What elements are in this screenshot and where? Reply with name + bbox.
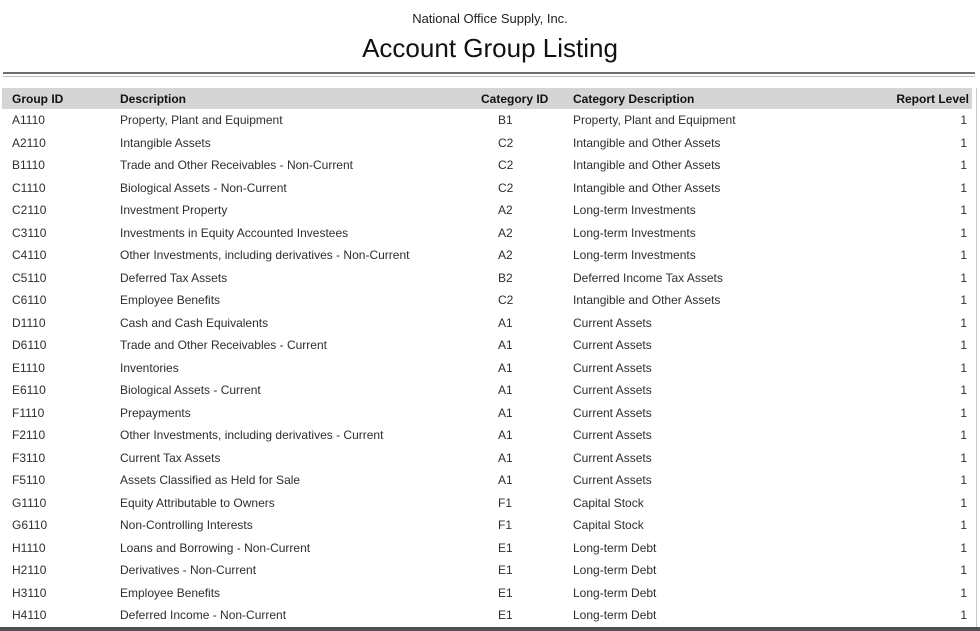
cell-group-id: G6110 [12, 518, 48, 533]
window-bottom-edge [0, 627, 980, 631]
cell-description: Employee Benefits [120, 293, 221, 308]
cell-group-id: E6110 [12, 383, 46, 398]
cell-group-id: C4110 [12, 248, 47, 263]
cell-category-id: C2 [498, 158, 514, 173]
cell-category-id: F1 [498, 518, 513, 533]
cell-description: Other Investments, including derivatives - Non-Current [120, 248, 410, 263]
cell-category-id: A1 [498, 473, 513, 488]
cell-category-id: A1 [498, 315, 513, 330]
cell-category-description: Intangible and Other Assets [573, 180, 721, 195]
cell-group-id: H4110 [12, 608, 47, 623]
cell-category-id: F1 [498, 495, 513, 510]
cell-category-id: E1 [498, 608, 513, 623]
cell-description: Deferred Tax Assets [120, 270, 228, 285]
cell-category-description: Current Assets [573, 405, 652, 420]
cell-description: Trade and Other Receivables - Current [120, 338, 327, 353]
cell-category-id: A1 [498, 360, 513, 375]
cell-category-description: Current Assets [573, 315, 652, 330]
cell-description: Loans and Borrowing - Non-Current [120, 540, 311, 555]
cell-report-level: 1 [960, 473, 967, 488]
cell-category-description: Current Assets [573, 360, 652, 375]
column-header-description: Description [120, 88, 481, 109]
table-row [2, 222, 972, 245]
cell-category-id: A2 [498, 225, 513, 240]
cell-group-id: F1110 [12, 405, 45, 420]
cell-group-id: C3110 [12, 225, 47, 240]
cell-category-id: A1 [498, 405, 513, 420]
cell-group-id: E1110 [12, 360, 45, 375]
cell-report-level: 1 [960, 225, 967, 240]
separator-line-light [3, 76, 975, 77]
cell-category-description: Long-term Investments [573, 225, 696, 240]
cell-report-level: 1 [960, 428, 967, 443]
cell-group-id: B1110 [12, 158, 45, 173]
cell-report-level: 1 [960, 585, 967, 600]
cell-category-description: Long-term Investments [573, 203, 696, 218]
cell-category-id: C2 [498, 180, 514, 195]
cell-category-description: Current Assets [573, 450, 652, 465]
cell-category-id: A2 [498, 203, 513, 218]
page-right-edge-line [976, 88, 977, 628]
cell-category-description: Intangible and Other Assets [573, 135, 721, 150]
cell-report-level: 1 [960, 293, 967, 308]
cell-category-id: B2 [498, 270, 513, 285]
table-row [2, 334, 972, 357]
table-row [2, 604, 972, 627]
cell-category-description: Current Assets [573, 383, 652, 398]
cell-report-level: 1 [960, 315, 967, 330]
cell-report-level: 1 [960, 405, 967, 420]
cell-category-id: A1 [498, 428, 513, 443]
cell-report-level: 1 [960, 338, 967, 353]
cell-group-id: D6110 [12, 338, 47, 353]
column-header-report-level: Report Level [870, 88, 972, 109]
table-row [2, 469, 972, 492]
cell-group-id: A2110 [12, 135, 46, 150]
table-row [2, 402, 972, 425]
column-header-category-id: Category ID [481, 88, 573, 109]
table-row [2, 199, 972, 222]
cell-group-id: C5110 [12, 270, 47, 285]
cell-description: Other Investments, including derivatives - Current [120, 428, 384, 443]
cell-category-description: Intangible and Other Assets [573, 158, 721, 173]
cell-group-id: C2110 [12, 203, 47, 218]
cell-category-description: Long-term Investments [573, 248, 696, 263]
table-header-row [2, 88, 972, 109]
table-row [2, 109, 972, 132]
cell-category-description: Current Assets [573, 338, 652, 353]
cell-group-id: H2110 [12, 563, 47, 578]
cell-description: Investments in Equity Accounted Investees [120, 225, 349, 240]
cell-description: Intangible Assets [120, 135, 211, 150]
cell-category-id: C2 [498, 293, 514, 308]
cell-description: Cash and Cash Equivalents [120, 315, 269, 330]
cell-category-id: A1 [498, 450, 513, 465]
table-row [2, 177, 972, 200]
cell-category-description: Capital Stock [573, 518, 644, 533]
table-row [2, 357, 972, 380]
cell-description: Biological Assets - Non-Current [120, 180, 287, 195]
table-row [2, 379, 972, 402]
cell-description: Derivatives - Non-Current [120, 563, 257, 578]
cell-report-level: 1 [960, 135, 967, 150]
cell-description: Biological Assets - Current [120, 383, 261, 398]
cell-description: Inventories [120, 360, 179, 375]
cell-report-level: 1 [960, 158, 967, 173]
cell-group-id: A1110 [12, 113, 45, 128]
cell-category-id: E1 [498, 585, 513, 600]
cell-report-level: 1 [960, 495, 967, 510]
cell-report-level: 1 [960, 563, 967, 578]
cell-group-id: F2110 [12, 428, 46, 443]
cell-description: Employee Benefits [120, 585, 221, 600]
cell-category-description: Capital Stock [573, 495, 644, 510]
table-row [2, 154, 972, 177]
cell-report-level: 1 [960, 450, 967, 465]
cell-report-level: 1 [960, 360, 967, 375]
cell-description: Non-Controlling Interests [120, 518, 253, 533]
table-row [2, 132, 972, 155]
cell-report-level: 1 [960, 608, 967, 623]
column-header-category-description: Category Description [573, 88, 870, 109]
cell-group-id: D1110 [12, 315, 46, 330]
cell-description: Equity Attributable to Owners [120, 495, 275, 510]
page-title: Account Group Listing [362, 33, 618, 63]
table-row [2, 559, 972, 582]
cell-category-description: Long-term Debt [573, 540, 657, 555]
cell-category-description: Deferred Income Tax Assets [573, 270, 723, 285]
cell-group-id: G1110 [12, 495, 47, 510]
table-row [2, 424, 972, 447]
cell-category-id: A2 [498, 248, 513, 263]
cell-category-description: Long-term Debt [573, 585, 657, 600]
cell-description: Prepayments [120, 405, 191, 420]
account-group-table [2, 88, 972, 627]
table-row [2, 447, 972, 470]
cell-category-description: Intangible and Other Assets [573, 293, 721, 308]
cell-category-id: C2 [498, 135, 514, 150]
cell-category-id: B1 [498, 113, 513, 128]
cell-group-id: C6110 [12, 293, 47, 308]
cell-report-level: 1 [960, 113, 967, 128]
table-row [2, 312, 972, 335]
cell-description: Current Tax Assets [120, 450, 221, 465]
title-separator [3, 72, 975, 77]
cell-group-id: H3110 [12, 585, 47, 600]
company-name: National Office Supply, Inc. [412, 11, 568, 26]
table-row [2, 514, 972, 537]
cell-description: Deferred Income - Non-Current [120, 608, 287, 623]
table-row [2, 582, 972, 605]
cell-report-level: 1 [960, 270, 967, 285]
cell-report-level: 1 [960, 180, 967, 195]
cell-group-id: C1110 [12, 180, 46, 195]
cell-category-id: E1 [498, 540, 513, 555]
cell-category-description: Long-term Debt [573, 563, 657, 578]
cell-description: Trade and Other Receivables - Non-Current [120, 158, 353, 173]
cell-category-id: A1 [498, 383, 513, 398]
column-header-group-id: Group ID [2, 88, 120, 109]
cell-category-description: Current Assets [573, 428, 652, 443]
cell-category-id: E1 [498, 563, 513, 578]
cell-report-level: 1 [960, 518, 967, 533]
cell-category-description: Long-term Debt [573, 608, 657, 623]
cell-category-description: Property, Plant and Equipment [573, 113, 736, 128]
cell-group-id: F5110 [12, 473, 46, 488]
table-row [2, 244, 972, 267]
cell-report-level: 1 [960, 383, 967, 398]
cell-report-level: 1 [960, 248, 967, 263]
cell-category-description: Current Assets [573, 473, 652, 488]
cell-description: Property, Plant and Equipment [120, 113, 283, 128]
cell-category-id: A1 [498, 338, 513, 353]
cell-report-level: 1 [960, 203, 967, 218]
table-row [2, 537, 972, 560]
cell-description: Investment Property [120, 203, 228, 218]
cell-group-id: F3110 [12, 450, 46, 465]
cell-description: Assets Classified as Held for Sale [120, 473, 301, 488]
cell-report-level: 1 [960, 540, 967, 555]
table-row [2, 267, 972, 290]
table-row [2, 492, 972, 515]
cell-group-id: H1110 [12, 540, 46, 555]
table-row [2, 289, 972, 312]
